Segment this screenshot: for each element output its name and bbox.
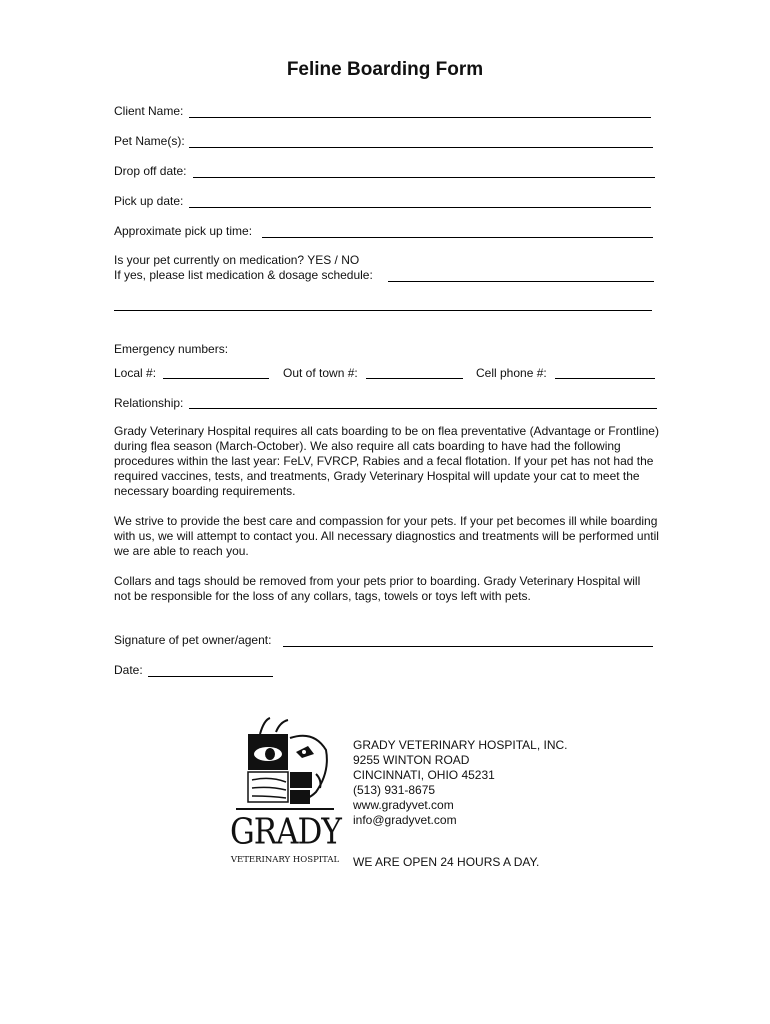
cell-phone-number-label: Cell phone #: bbox=[476, 366, 547, 380]
cat-face-icon bbox=[230, 716, 340, 816]
flea-vaccine-policy-paragraph bbox=[114, 424, 659, 499]
pet-names-field[interactable] bbox=[189, 147, 653, 148]
client-name-label: Client Name: bbox=[114, 104, 184, 118]
medication-schedule-extra-line[interactable] bbox=[114, 310, 652, 311]
hospital-name: GRADY VETERINARY HOSPITAL, INC. bbox=[353, 738, 568, 752]
paragraph-text: We strive to provide the best care and compassion for your pets. If your pet becomes ill while boarding with us, we will attempt to contact you. All necessary diagnostics and treatments will be performed until we are able to reach you. bbox=[114, 514, 659, 558]
hours-notice: WE ARE OPEN 24 HOURS A DAY. bbox=[353, 855, 540, 869]
local-number-label: Local #: bbox=[114, 366, 157, 380]
signature-label: Signature of pet owner/agent: bbox=[114, 633, 272, 647]
local-number-field[interactable] bbox=[163, 378, 269, 379]
relationship-field[interactable] bbox=[189, 408, 657, 409]
medication-question: Is your pet currently on medication? YES / NO bbox=[114, 253, 360, 267]
date-label: Date: bbox=[114, 663, 143, 677]
pick-up-date-label: Pick up date: bbox=[114, 194, 184, 208]
pick-up-date-field[interactable] bbox=[189, 207, 651, 208]
paragraph-text: Collars and tags should be removed from your pets prior to boarding. Grady Veterinary Hospital will not be responsible for the loss of any collars, tags, towels or toys left with pets. bbox=[114, 574, 641, 603]
medication-schedule-label: If yes, please list medication & dosage schedule: bbox=[114, 268, 373, 282]
client-name-field[interactable] bbox=[189, 117, 651, 118]
approx-pick-up-time-label: Approximate pick up time: bbox=[114, 224, 253, 238]
drop-off-date-label: Drop off date: bbox=[114, 164, 187, 178]
form-title: Feline Boarding Form bbox=[286, 59, 484, 80]
medication-schedule-field[interactable] bbox=[388, 281, 654, 282]
approx-pick-up-time-field[interactable] bbox=[262, 237, 653, 238]
pet-names-label: Pet Name(s): bbox=[114, 134, 185, 148]
date-field[interactable] bbox=[148, 676, 273, 677]
emergency-numbers-heading: Emergency numbers: bbox=[114, 342, 229, 356]
logo-subtitle: VETERINARY HOSPITAL bbox=[230, 855, 340, 865]
paragraph-text: Grady Veterinary Hospital requires all cats boarding to be on flea preventative (Advantage or Frontline) during flea season (March-October). We also require all cats boarding to have had the following procedures within the last year: FeLV, FVRCP, Rabies and a fecal flotation. If your pet has not had the required vaccines, tests, and treatments, Grady Veterinary Hospital will update your cat to meet the necessary boarding requirements. bbox=[114, 424, 659, 498]
relationship-label: Relationship: bbox=[114, 396, 184, 410]
logo-wordmark: GRADY bbox=[230, 811, 341, 853]
signature-field[interactable] bbox=[283, 646, 653, 647]
out-of-town-number-field[interactable] bbox=[366, 378, 463, 379]
collars-tags-paragraph bbox=[114, 574, 659, 604]
phone-number: (513) 931-8675 bbox=[353, 783, 436, 797]
street-address: 9255 WINTON ROAD bbox=[353, 753, 470, 767]
cell-phone-number-field[interactable] bbox=[555, 378, 655, 379]
contact-block bbox=[353, 738, 568, 828]
care-compassion-paragraph bbox=[114, 514, 659, 559]
drop-off-date-field[interactable] bbox=[193, 177, 655, 178]
city-state-zip: CINCINNATI, OHIO 45231 bbox=[353, 768, 495, 782]
grady-logo bbox=[230, 716, 340, 868]
website-link[interactable]: www.gradyvet.com bbox=[353, 798, 454, 812]
email-link[interactable]: info@gradyvet.com bbox=[353, 813, 457, 827]
out-of-town-number-label: Out of town #: bbox=[283, 366, 358, 380]
